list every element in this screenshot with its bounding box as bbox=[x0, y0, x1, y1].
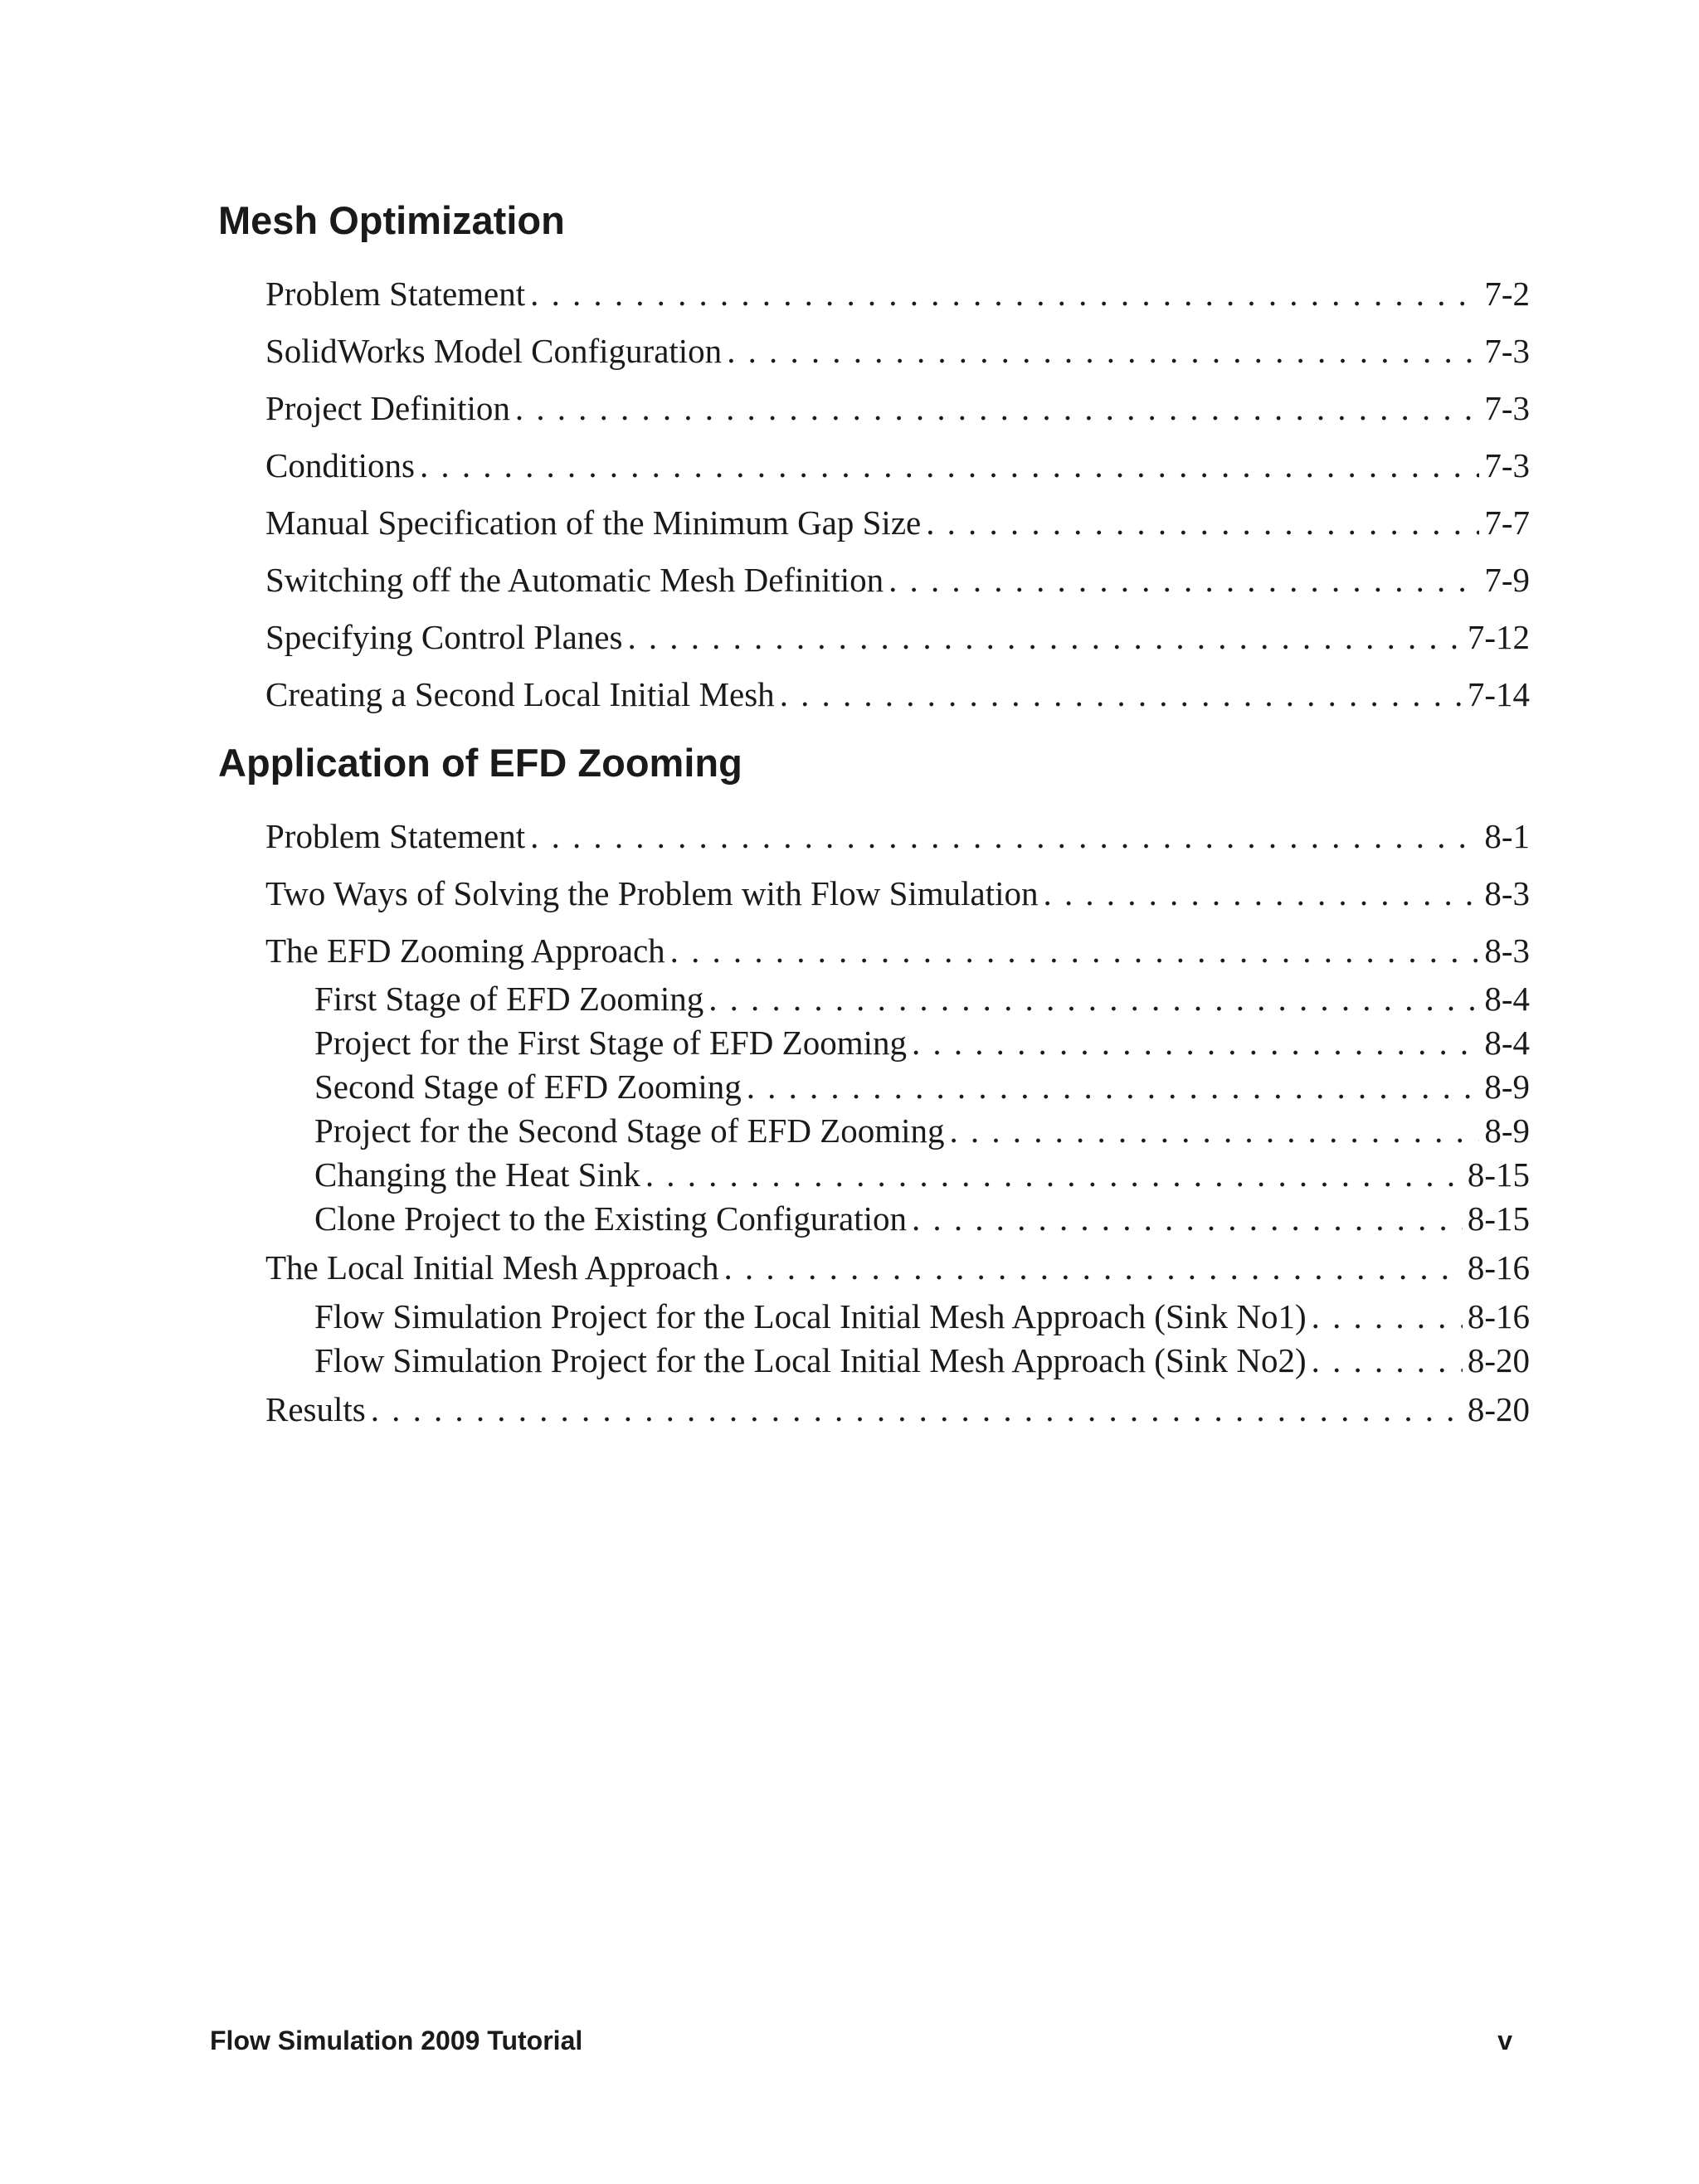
toc-entry-title: Creating a Second Local Initial Mesh bbox=[265, 675, 775, 713]
toc-entry-page: 8-20 bbox=[1467, 1390, 1530, 1428]
dot-leader bbox=[530, 272, 1479, 315]
toc-entry-page: 8-9 bbox=[1484, 1068, 1530, 1106]
toc-entry-title: Switching off the Automatic Mesh Definition bbox=[265, 561, 884, 599]
dot-leader bbox=[627, 615, 1462, 659]
toc-entry-title: Problem Statement bbox=[265, 817, 526, 855]
toc-entry[interactable] bbox=[265, 1388, 1530, 1431]
toc-entry-page: 8-4 bbox=[1484, 980, 1530, 1018]
dot-leader bbox=[530, 815, 1479, 858]
toc-entry-page: 7-3 bbox=[1484, 332, 1530, 370]
toc-subentry[interactable] bbox=[314, 977, 1530, 1020]
footer-page-number: v bbox=[1497, 2026, 1512, 2055]
toc-subentry[interactable] bbox=[314, 1339, 1530, 1382]
toc-entry-title: The Local Initial Mesh Approach bbox=[265, 1248, 719, 1287]
toc-entry-page: 8-15 bbox=[1467, 1199, 1530, 1238]
dot-leader bbox=[727, 329, 1479, 372]
toc-entry-page: 7-9 bbox=[1484, 561, 1530, 599]
toc-subentry[interactable] bbox=[314, 1153, 1530, 1196]
toc-entry-title: Conditions bbox=[265, 446, 415, 484]
toc-entry-page: 7-7 bbox=[1484, 503, 1530, 542]
dot-leader bbox=[371, 1388, 1463, 1431]
dot-leader bbox=[780, 673, 1463, 716]
toc-entry-title: Flow Simulation Project for the Local Initial Mesh Approach (Sink No1) bbox=[314, 1297, 1307, 1335]
toc-entry[interactable] bbox=[265, 1246, 1530, 1289]
dot-leader bbox=[747, 1065, 1480, 1108]
dot-leader bbox=[645, 1153, 1463, 1196]
dot-leader bbox=[670, 929, 1480, 972]
toc-entry-page: 7-12 bbox=[1467, 618, 1530, 656]
dot-leader bbox=[515, 387, 1479, 430]
toc-entry[interactable] bbox=[265, 673, 1530, 716]
toc-entry[interactable] bbox=[265, 444, 1530, 487]
toc-entry[interactable] bbox=[265, 815, 1530, 858]
toc-subentry[interactable] bbox=[314, 1197, 1530, 1240]
toc-entry[interactable] bbox=[265, 329, 1530, 372]
toc-entry-title: Specifying Control Planes bbox=[265, 618, 623, 656]
toc-entry-page: 7-2 bbox=[1484, 275, 1530, 313]
toc-entry-page: 7-14 bbox=[1467, 675, 1530, 713]
toc-entry-title: First Stage of EFD Zooming bbox=[314, 980, 704, 1018]
page-footer bbox=[210, 2024, 1512, 2057]
toc-entry-page: 8-20 bbox=[1467, 1341, 1530, 1379]
toc-entry[interactable] bbox=[265, 872, 1530, 915]
dot-leader bbox=[912, 1197, 1463, 1240]
toc-entry-page: 8-4 bbox=[1484, 1024, 1530, 1062]
toc-entry[interactable] bbox=[265, 615, 1530, 659]
toc-subentry[interactable] bbox=[314, 1021, 1530, 1064]
toc-entry[interactable] bbox=[265, 272, 1530, 315]
toc-entry-page: 8-1 bbox=[1484, 817, 1530, 855]
toc-entry-title: SolidWorks Model Configuration bbox=[265, 332, 723, 370]
toc-subentry[interactable] bbox=[314, 1065, 1530, 1108]
toc-entry[interactable] bbox=[265, 387, 1530, 430]
toc-entry-title: Project for the First Stage of EFD Zooming bbox=[314, 1024, 907, 1062]
toc-entry-page: 8-9 bbox=[1484, 1111, 1530, 1150]
dot-leader bbox=[926, 501, 1479, 544]
toc-entry-title: Clone Project to the Existing Configuration bbox=[314, 1199, 907, 1238]
toc-entry[interactable] bbox=[265, 558, 1530, 601]
footer-document-title: Flow Simulation 2009 Tutorial bbox=[210, 2026, 583, 2055]
dot-leader bbox=[724, 1246, 1463, 1289]
toc-entry-page: 7-3 bbox=[1484, 446, 1530, 484]
toc-entry-page: 7-3 bbox=[1484, 389, 1530, 427]
toc-entry-page: 8-3 bbox=[1484, 874, 1530, 912]
toc-entry-title: Manual Specification of the Minimum Gap Size bbox=[265, 503, 922, 542]
toc-entry[interactable] bbox=[265, 501, 1530, 544]
toc-entry-title: Second Stage of EFD Zooming bbox=[314, 1068, 742, 1106]
toc-entry-title: Project for the Second Stage of EFD Zooming bbox=[314, 1111, 945, 1150]
dot-leader bbox=[912, 1021, 1479, 1064]
dot-leader bbox=[708, 977, 1479, 1020]
dot-leader bbox=[1044, 872, 1480, 915]
dot-leader bbox=[1312, 1295, 1463, 1338]
toc-entry-title: Flow Simulation Project for the Local Initial Mesh Approach (Sink No2) bbox=[314, 1341, 1307, 1379]
toc-entry-page: 8-15 bbox=[1467, 1155, 1530, 1194]
toc-entry[interactable] bbox=[265, 929, 1530, 972]
section-heading: Mesh Optimization bbox=[218, 198, 565, 242]
toc-entry-title: Results bbox=[265, 1390, 366, 1428]
toc-entry-title: Project Definition bbox=[265, 389, 510, 427]
toc-entry-page: 8-16 bbox=[1467, 1248, 1530, 1287]
dot-leader bbox=[420, 444, 1479, 487]
toc-subentry[interactable] bbox=[314, 1109, 1530, 1152]
toc-subentry[interactable] bbox=[314, 1295, 1530, 1338]
toc-entry-page: 8-16 bbox=[1467, 1297, 1530, 1335]
dot-leader bbox=[950, 1109, 1480, 1152]
toc-entry-page: 8-3 bbox=[1484, 931, 1530, 970]
dot-leader bbox=[1312, 1339, 1463, 1382]
dot-leader bbox=[888, 558, 1479, 601]
toc-entry-title: The EFD Zooming Approach bbox=[265, 931, 665, 970]
toc-entry-title: Two Ways of Solving the Problem with Flow Simulation bbox=[265, 874, 1039, 912]
section-heading: Application of EFD Zooming bbox=[218, 741, 742, 785]
toc-entry-title: Changing the Heat Sink bbox=[314, 1155, 640, 1194]
toc-entry-title: Problem Statement bbox=[265, 275, 526, 313]
